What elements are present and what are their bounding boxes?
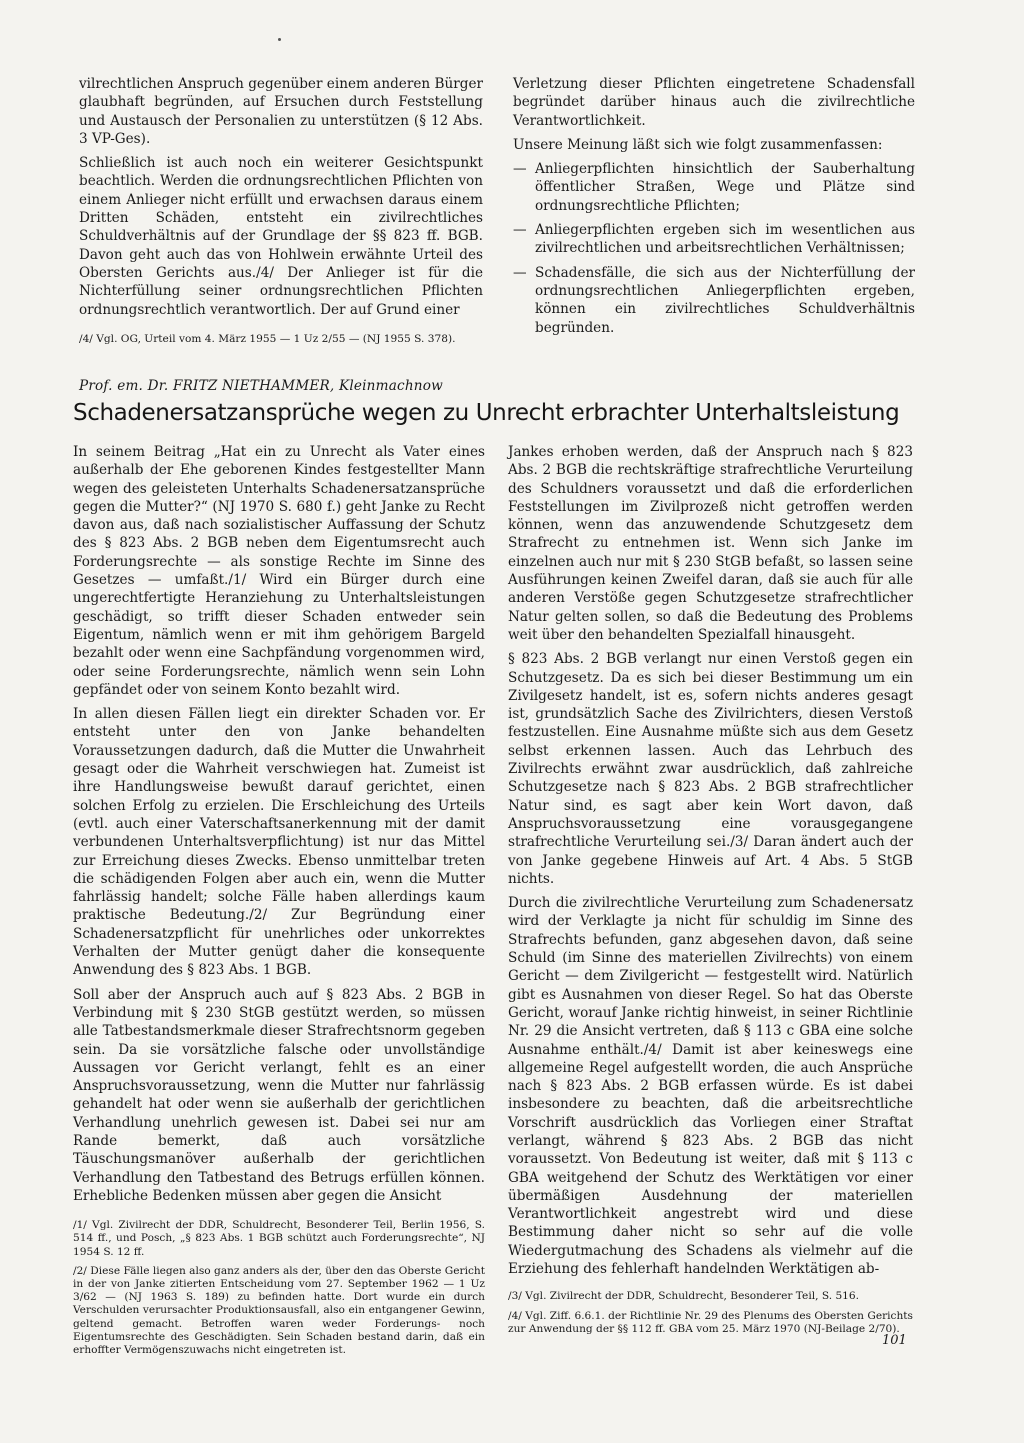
paragraph: Unsere Meinung läßt sich wie folgt zusammenfassen: bbox=[513, 136, 883, 153]
top-left-column bbox=[79, 75, 483, 352]
list-item: — Anliegerpflichten hinsichtlich der Sauberhaltung öffentlicher Straßen, Wege und Plätze sind ordnungsrechtliche Pflichten; bbox=[513, 160, 915, 215]
list-item: — Schadensfälle, die sich aus der Nichterfüllung der ordnungsrechtlichen Anliegerpflichten ergeben, können ein zivilrechtliches Schuldverhältnis begründen. bbox=[513, 264, 915, 337]
paragraph: vilrechtlichen Anspruch gegenüber einem anderen Bürger glaubhaft begründen, auf Ersuchen durch Feststellung und Austausch der Personalien zu unterstützen (§ 12 Abs. 3 VP-Ges). bbox=[79, 76, 483, 147]
paragraph: Jankes erhoben werden, daß der Anspruch nach § 823 Abs. 2 BGB die rechtskräftige strafrechtliche Verurteilung des Schuldners voraussetzt und daß die erforderlichen Feststellungen im Zivilprozeß nicht getroffen werden können, wenn das anzuwendende Schutzgesetz dem Strafrecht zu entnehmen ist. Wenn sich Janke im einzelnen auch nur mit § 230 StGB befaßt, so lassen seine Ausführungen keinen Zweifel daran, daß sie auch für alle anderen Verstöße gegen Schutzgesetze strafrechtlicher Natur gelten sollen, so daß die Bedeutung des Problems weit über den behandelten Spezialfall hinausgeht. bbox=[508, 444, 913, 643]
paragraph: Soll aber der Anspruch auch auf § 823 Abs. 2 BGB in Verbindung mit § 230 StGB gestützt werden, so müssen alle Tatbestandsmerkmale dieser Strafrechtsnorm gegeben sein. Da sie vorsätzliche falsche oder unvollständige Aussagen vor Gericht verlangt, fehlt es an einer Anspruchsvoraussetzung, wenn die Mutter nur fahrlässig gehandelt hat oder wenn sie außerhalb der gerichtlichen Verhandlung unehrlich gewesen ist. Dabei sei nur am Rande bemerkt, daß auch vorsätzliche Täuschungsmanöver außerhalb der gerichtlichen Verhandlung den Tatbestand des Betrugs erfüllen können. Erhebliche Bedenken müssen aber gegen die Ansicht bbox=[73, 986, 485, 1204]
paragraph: § 823 Abs. 2 BGB verlangt nur einen Verstoß gegen ein Schutzgesetz. Da es sich bei dieser Bestimmung um ein Zivilgesetz handelt, ist es, sofern nichts anderes gesagt ist, grundsätzlich Sache des Zivilrichters, diesen Verstoß festzustellen. Eine Ausnahme müßte sich aus dem Gesetz selbst erkennen lassen. Auch das Lehrbuch des Zivilrechts erwähnt zwar ausdrücklich, daß zahlreiche Schutzgesetze nach § 823 Abs. 2 BGB strafrechtlicher Natur sind, es sagt aber kein Wort davon, daß Anspruchsvoraussetzung eine vorausgegangene strafrechtliche Verurteilung sei./3/ Daran ändert auch der von Janke gegebene Hinweis auf Art. 4 Abs. 5 StGB nichts. bbox=[508, 651, 913, 887]
print-mark bbox=[278, 38, 281, 41]
paragraph: In allen diesen Fällen liegt ein direkter Schaden vor. Er entsteht unter den von Janke behandelten Voraussetzungen dadurch, daß die Mutter die Unwahrheit gesagt oder die Wahrheit verschwiegen hat. Zumeist ist ihre Handlungsweise bewußt darauf gerichtet, einen solchen Erfolg zu erzielen. Die Erschleichung des Urteils (evtl. auch einer Vaterschaftsanerkennung mit der damit verbundenen Unterhaltsverpflichtung) ist nur das Mittel zur Erreichung dieses Zwecks. Ebenso unmittelbar treten die schädigenden Folgen aber auch ein, wenn die Mutter fahrlässig handelt; solche Fälle haben allerdings kaum praktische Bedeutung./2/ Zur Begründung einer Schadenersatzpflicht für unehrliches oder unkorrektes Verhalten der Mutter genügt daher die konsequente Anwendung des § 823 Abs. 1 BGB. bbox=[73, 706, 485, 979]
footnotes bbox=[79, 333, 483, 346]
paragraph: Durch die zivilrechtliche Verurteilung zum Schadenersatz wird der Verklagte ja nicht für schuldig im Sinne des Strafrechts befunden, ganz abgesehen davon, daß seine Schuld (im Sinne des materiellen Zivilrechts) von einem Gericht — dem Zivilgericht — festgestellt wird. Natürlich gibt es Ausnahmen von dieser Regel. So hat das Oberste Gericht, worauf Janke richtig hinweist, in seiner Richtlinie Nr. 29 die Ansicht vertreten, daß § 113 c GBA eine solche Ausnahme enthält./4/ Damit ist aber keineswegs eine allgemeine Regel aufgestellt worden, die auch Ansprüche nach § 823 Abs. 2 BGB erfassen würde. Es ist dabei insbesondere zu beachten, daß die arbeitsrechtliche Vorschrift ausdrücklich das Vorliegen einer Straftat verlangt, während § 823 Abs. 2 BGB das nicht voraussetzt. Von Bedeutung ist weiter, daß mit § 113 c GBA weitgehend der Schutz des Werktätigen vor einer übermäßigen Ausdehnung der materiellen Verantwortlichkeit angestrebt wird und diese Bestimmung daher nicht so sehr auf die volle Wiedergutmachung des Schadens als vielmehr auf die Erziehung des fehlerhaft handelnden Werktätigen ab- bbox=[508, 895, 913, 1278]
top-right-column bbox=[513, 75, 915, 343]
footnote: /3/ Vgl. Zivilrecht der DDR, Schuldrecht, Besonderer Teil, S. 516. bbox=[508, 1290, 860, 1303]
footnote: /2/ Diese Fälle liegen also ganz anders als der, über den das Oberste Gericht in der von Janke zitierten Entscheidung vom 27. September 1962 — 1 Uz 3/62 — (NJ 1963 S. 189) zu befinden hatte. Dort wurde ein durch Verschulden verursachter Produktionsausfall, also ein entgangener Gewinn, geltend gemacht. Betroffen waren weder Forderungs- noch Eigentumsrechte des Geschädigten. Sein Schaden bestand darin, daß ein erhoffter Vermögenszuwachs nicht eingetreten ist. bbox=[73, 1264, 485, 1356]
footnotes bbox=[508, 1290, 913, 1336]
article-title: Schadenersatzansprüche wegen zu Unrecht erbrachter Unterhaltsleistung bbox=[73, 400, 900, 426]
footnote: /4/ Vgl. Ziff. 6.6.1. der Richtlinie Nr. 29 des Plenums des Obersten Gerichts zur Anwendung der §§ 112 ff. GBA vom 25. März 1970 (NJ-Beilage 2/70). bbox=[508, 1309, 913, 1335]
paragraph: In seinem Beitrag „Hat ein zu Unrecht als Vater eines außerhalb der Ehe geborenen Kindes festgestellter Mann wegen des geleisteten Unterhalts Schadenersatzansprüche gegen die Mutter?“ (NJ 1970 S. 680 f.) geht Janke zu Recht davon aus, daß nach sozialistischer Auffassung der Schutz des § 823 Abs. 2 BGB neben dem Eigentumsrecht auch Forderungsrechte — als sonstige Rechte im Sinne des Gesetzes — umfaßt./1/ Wird ein Bürger durch eine ungerechtfertigte Heranziehung zu Unterhaltsleistungen geschädigt, so trifft dieser Schaden entweder sein Eigentum, nämlich wenn er mit ihm gehörigem Bargeld bezahlt oder wenn eine Sachpfändung vorgenommen wird, oder seine Forderungsrechte, nämlich wenn sein Lohn gepfändet oder von seinem Konto bezahlt wird. bbox=[73, 444, 485, 698]
footnote: /4/ Vgl. OG, Urteil vom 4. März 1955 — 1 Uz 2/55 — (NJ 1955 S. 378). bbox=[79, 332, 456, 345]
list-item: — Anliegerpflichten ergeben sich im wesentlichen aus zivilrechtlichen und arbeitsrechtlichen Verhältnissen; bbox=[513, 221, 915, 258]
article-left-column bbox=[73, 443, 485, 1363]
paragraph: Verletzung dieser Pflichten eingetretene Schadensfall begründet darüber hinaus auch die zivilrechtliche Verantwortlichkeit. bbox=[513, 76, 915, 129]
paragraph: Schließlich ist auch noch ein weiterer Gesichtspunkt beachtlich. Werden die ordnungsrechtlichen Pflichten von einem Anlieger nicht erfüllt und erwachsen daraus einem Dritten Schäden, entsteht ein zivilrechtliches Schuldverhältnis auf der Grundlage der §§ 823 ff. BGB. Davon geht auch das von Hohlwein erwähnte Urteil des Obersten Gerichts aus./4/ Der Anlieger ist für die Nichterfüllung seiner ordnungsrechtlichen Pflichten ordnungsrechtlich verantwortlich. Der auf Grund einer bbox=[79, 155, 483, 318]
footnote: /1/ Vgl. Zivilrecht der DDR, Schuldrecht, Besonderer Teil, Berlin 1956, S. 514 ff., und Posch, „§ 823 Abs. 1 BGB schützt auch Forderungsrechte“, NJ 1954 S. 12 ff. bbox=[73, 1219, 485, 1258]
summary-list bbox=[513, 160, 915, 337]
footnotes bbox=[73, 1219, 485, 1357]
article-right-column bbox=[508, 443, 913, 1342]
author-byline: Prof. em. Dr. FRITZ NIETHAMMER, Kleinmachnow bbox=[79, 378, 443, 394]
page-number: 101 bbox=[882, 1333, 907, 1348]
